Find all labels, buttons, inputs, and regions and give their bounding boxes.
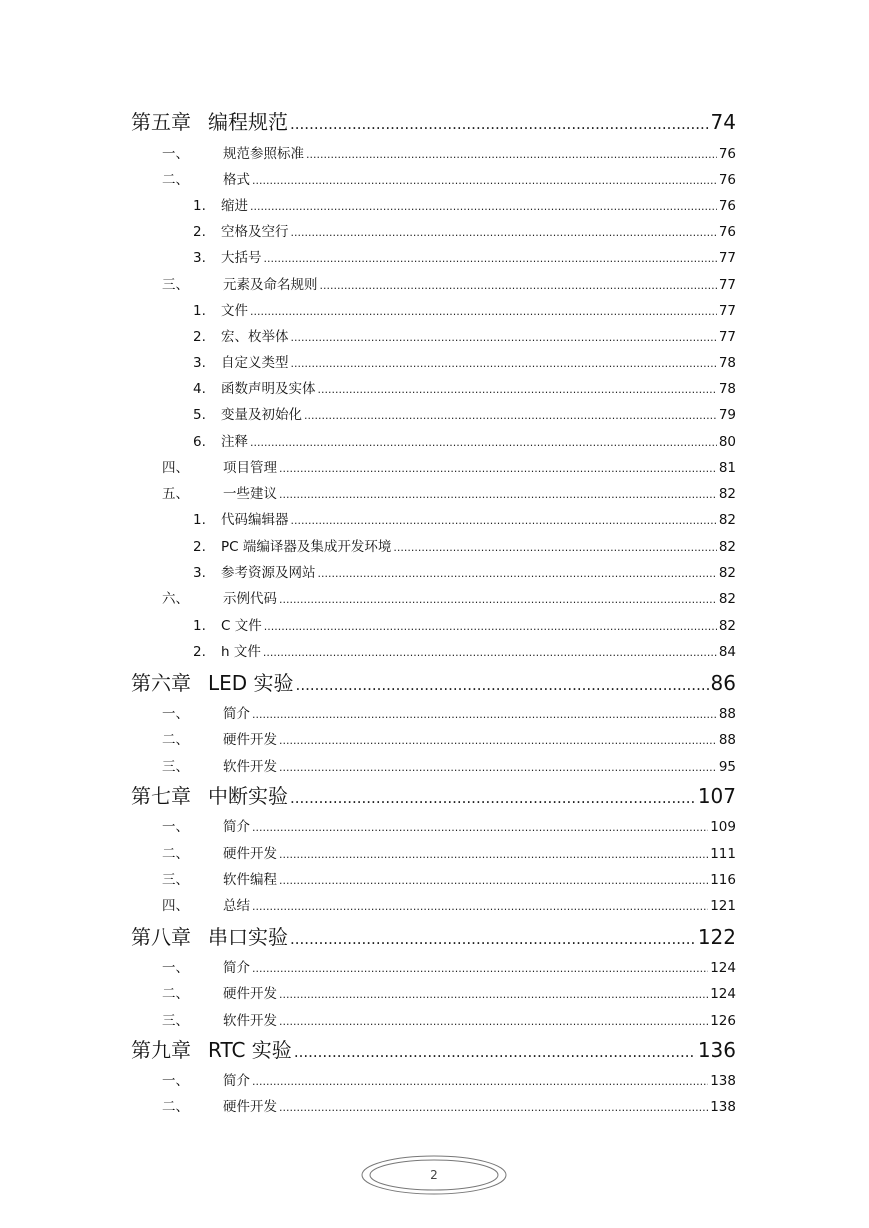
toc-entry-page-number: 138 [710, 1073, 736, 1089]
toc-entry-item[interactable] [193, 642, 736, 662]
toc-entry-section[interactable] [162, 589, 736, 609]
toc-entry-chapter[interactable] [131, 1037, 736, 1063]
toc-dot-leader [279, 1012, 708, 1032]
toc-entry-page-number: 111 [710, 846, 736, 862]
toc-dot-leader [279, 590, 717, 610]
toc-entry-title: 示例代码 [223, 591, 277, 607]
toc-entry-section[interactable] [162, 1071, 736, 1091]
toc-dot-leader [290, 785, 696, 811]
toc-dot-leader [320, 276, 717, 296]
toc-entry-number: 五、 [162, 486, 189, 502]
toc-entry-title: 格式 [223, 172, 250, 188]
toc-dot-leader [252, 818, 708, 838]
toc-entry-number: 三、 [162, 759, 189, 775]
toc-entry-page-number: 88 [718, 732, 736, 748]
toc-entry-item[interactable] [193, 353, 736, 373]
toc-entry-section[interactable] [162, 458, 736, 478]
toc-entry-section[interactable] [162, 844, 736, 864]
toc-entry-page-number: 82 [718, 539, 736, 555]
toc-entry-number: 3. [193, 250, 206, 266]
toc-entry-page-number: 76 [718, 172, 736, 188]
toc-entry-number: 2. [193, 224, 206, 240]
toc-entry-number: 第七章 [131, 784, 191, 808]
toc-entry-title: 缩进 [221, 198, 248, 214]
toc-entry-item[interactable] [193, 405, 736, 425]
toc-entry-page-number: 126 [710, 1013, 736, 1029]
toc-dot-leader [290, 111, 709, 137]
toc-entry-title: 注释 [221, 434, 248, 450]
toc-entry-title: 参考资源及网站 [221, 565, 316, 581]
toc-entry-page-number: 109 [710, 819, 736, 835]
toc-entry-number: 二、 [162, 172, 189, 188]
toc-entry-section[interactable] [162, 1011, 736, 1031]
toc-entry-title: 硬件开发 [223, 846, 277, 862]
toc-entry-page-number: 74 [710, 110, 736, 134]
toc-entry-chapter[interactable] [131, 109, 736, 135]
toc-entry-page-number: 77 [718, 303, 736, 319]
toc-entry-title: 硬件开发 [223, 986, 277, 1002]
toc-dot-leader [263, 643, 717, 663]
toc-entry-item[interactable] [193, 432, 736, 452]
toc-dot-leader [279, 871, 708, 891]
toc-entry-page-number: 82 [718, 591, 736, 607]
toc-entry-title: 硬件开发 [223, 732, 277, 748]
toc-dot-leader [279, 758, 717, 778]
toc-entry-title: 函数声明及实体 [221, 381, 316, 397]
toc-dot-leader [318, 564, 717, 584]
toc-entry-chapter[interactable] [131, 670, 736, 696]
toc-entry-number: 2. [193, 539, 206, 555]
toc-entry-title: 简介 [223, 1073, 250, 1089]
toc-entry-title: 代码编辑器 [221, 512, 289, 528]
toc-entry-section[interactable] [162, 1097, 736, 1117]
toc-dot-leader [250, 433, 717, 453]
toc-entry-item[interactable] [193, 301, 736, 321]
toc-entry-title: 规范参照标准 [223, 146, 304, 162]
toc-dot-leader [252, 959, 708, 979]
toc-entry-title: 总结 [223, 898, 250, 914]
toc-entry-number: 二、 [162, 846, 189, 862]
toc-entry-title: 文件 [221, 303, 248, 319]
toc-entry-number: 二、 [162, 732, 189, 748]
toc-entry-title: PC 端编译器及集成开发环境 [221, 539, 392, 555]
toc-entry-section[interactable] [162, 757, 736, 777]
toc-entry-number: 四、 [162, 460, 189, 476]
toc-dot-leader [279, 731, 717, 751]
toc-entry-item[interactable] [193, 510, 736, 530]
toc-entry-page-number: 82 [718, 618, 736, 634]
toc-entry-number: 一、 [162, 819, 189, 835]
toc-entry-page-number: 82 [718, 486, 736, 502]
toc-dot-leader [304, 406, 717, 426]
toc-entry-title: C 文件 [221, 618, 262, 634]
toc-dot-leader [252, 705, 717, 725]
toc-dot-leader [296, 672, 709, 698]
toc-dot-leader [318, 380, 717, 400]
toc-entry-page-number: 76 [718, 224, 736, 240]
toc-entry-item[interactable] [193, 379, 736, 399]
toc-entry-page-number: 124 [710, 960, 736, 976]
toc-entry-title: 元素及命名规则 [223, 277, 318, 293]
toc-entry-page-number: 77 [718, 250, 736, 266]
toc-entry-title: 空格及空行 [221, 224, 289, 240]
toc-entry-chapter[interactable] [131, 783, 736, 809]
toc-entry-item[interactable] [193, 616, 736, 636]
toc-dot-leader [250, 197, 717, 217]
toc-entry-item[interactable] [193, 563, 736, 583]
toc-entry-section[interactable] [162, 817, 736, 837]
toc-entry-number: 1. [193, 303, 206, 319]
toc-entry-page-number: 76 [718, 146, 736, 162]
toc-entry-page-number: 95 [718, 759, 736, 775]
toc-entry-title: 变量及初始化 [221, 407, 302, 423]
toc-entry-number: 4. [193, 381, 206, 397]
toc-entry-page-number: 122 [697, 925, 736, 949]
toc-entry-page-number: 84 [718, 644, 736, 660]
toc-entry-page-number: 77 [718, 329, 736, 345]
toc-entry-page-number: 121 [710, 898, 736, 914]
toc-entry-section[interactable] [162, 170, 736, 190]
toc-entry-page-number: 86 [710, 671, 736, 695]
toc-dot-leader [290, 926, 696, 952]
toc-entry-title: h 文件 [221, 644, 261, 660]
toc-entry-title: 硬件开发 [223, 1099, 277, 1115]
toc-dot-leader [252, 171, 717, 191]
toc-entry-title: 项目管理 [223, 460, 277, 476]
toc-entry-number: 三、 [162, 1013, 189, 1029]
toc-dot-leader [306, 145, 717, 165]
toc-entry-number: 2. [193, 644, 206, 660]
toc-entry-title: RTC 实验 [208, 1038, 292, 1062]
toc-entry-number: 第六章 [131, 671, 191, 695]
toc-dot-leader [264, 249, 717, 269]
toc-entry-number: 6. [193, 434, 206, 450]
toc-entry-number: 2. [193, 329, 206, 345]
toc-entry-number: 二、 [162, 1099, 189, 1115]
toc-entry-item[interactable] [193, 196, 736, 216]
toc-entry-page-number: 138 [710, 1099, 736, 1115]
page-number: 2 [430, 1168, 438, 1182]
toc-entry-number: 第八章 [131, 925, 191, 949]
toc-entry-section[interactable] [162, 704, 736, 724]
toc-entry-number: 四、 [162, 898, 189, 914]
toc-entry-page-number: 81 [718, 460, 736, 476]
toc-entry-page-number: 76 [718, 198, 736, 214]
toc-dot-leader [291, 511, 717, 531]
toc-entry-item[interactable] [193, 327, 736, 347]
toc-entry-page-number: 79 [718, 407, 736, 423]
toc-entry-title: 中断实验 [208, 784, 288, 808]
toc-entry-section[interactable] [162, 958, 736, 978]
toc-entry-title: 软件编程 [223, 872, 277, 888]
toc-entry-number: 一、 [162, 960, 189, 976]
toc-entry-title: LED 实验 [208, 671, 294, 695]
toc-entry-section[interactable] [162, 484, 736, 504]
toc-dot-leader [279, 845, 708, 865]
toc-entry-title: 大括号 [221, 250, 262, 266]
toc-dot-leader [252, 1072, 708, 1092]
toc-entry-title: 软件开发 [223, 759, 277, 775]
toc-entry-title: 串口实验 [208, 925, 288, 949]
toc-entry-page-number: 107 [697, 784, 736, 808]
toc-entry-item[interactable] [193, 537, 736, 557]
toc-entry-page-number: 116 [710, 872, 736, 888]
toc-entry-number: 1. [193, 618, 206, 634]
toc-dot-leader [291, 223, 717, 243]
toc-dot-leader [279, 985, 708, 1005]
toc-entry-section[interactable] [162, 144, 736, 164]
toc-dot-leader [393, 538, 716, 558]
toc-dot-leader [294, 1039, 696, 1065]
toc-entry-number: 3. [193, 355, 206, 371]
toc-entry-number: 第五章 [131, 110, 191, 134]
toc-entry-number: 3. [193, 565, 206, 581]
toc-dot-leader [291, 328, 717, 348]
toc-dot-leader [252, 897, 708, 917]
toc-dot-leader [279, 485, 717, 505]
toc-entry-title: 一些建议 [223, 486, 277, 502]
toc-entry-title: 编程规范 [208, 110, 288, 134]
toc-dot-leader [291, 354, 717, 374]
toc-entry-title: 简介 [223, 706, 250, 722]
toc-entry-title: 自定义类型 [221, 355, 289, 371]
toc-entry-section[interactable] [162, 275, 736, 295]
toc-entry-section[interactable] [162, 730, 736, 750]
toc-entry-page-number: 124 [710, 986, 736, 1002]
toc-entry-page-number: 77 [718, 277, 736, 293]
toc-dot-leader [279, 459, 717, 479]
toc-entry-number: 一、 [162, 1073, 189, 1089]
toc-entry-number: 三、 [162, 277, 189, 293]
toc-entry-number: 二、 [162, 986, 189, 1002]
toc-entry-section[interactable] [162, 870, 736, 890]
toc-entry-page-number: 78 [718, 355, 736, 371]
toc-entry-section[interactable] [162, 984, 736, 1004]
toc-entry-title: 宏、枚举体 [221, 329, 289, 345]
toc-entry-title: 软件开发 [223, 1013, 277, 1029]
toc-entry-item[interactable] [193, 222, 736, 242]
toc-entry-number: 1. [193, 512, 206, 528]
toc-entry-number: 5. [193, 407, 206, 423]
toc-entry-chapter[interactable] [131, 924, 736, 950]
toc-entry-title: 简介 [223, 819, 250, 835]
toc-entry-section[interactable] [162, 896, 736, 916]
toc-entry-page-number: 88 [718, 706, 736, 722]
toc-entry-title: 简介 [223, 960, 250, 976]
toc-dot-leader [250, 302, 717, 322]
toc-dot-leader [279, 1098, 708, 1118]
toc-entry-number: 第九章 [131, 1038, 191, 1062]
toc-entry-number: 1. [193, 198, 206, 214]
toc-entry-page-number: 136 [697, 1038, 736, 1062]
toc-entry-page-number: 82 [718, 565, 736, 581]
toc-entry-number: 一、 [162, 146, 189, 162]
toc-entry-page-number: 80 [718, 434, 736, 450]
toc-entry-number: 一、 [162, 706, 189, 722]
toc-entry-page-number: 78 [718, 381, 736, 397]
page-footer [360, 1154, 508, 1196]
toc-entry-number: 六、 [162, 591, 189, 607]
toc-entry-item[interactable] [193, 248, 736, 268]
toc-dot-leader [264, 617, 717, 637]
toc-entry-page-number: 82 [718, 512, 736, 528]
toc-entry-number: 三、 [162, 872, 189, 888]
